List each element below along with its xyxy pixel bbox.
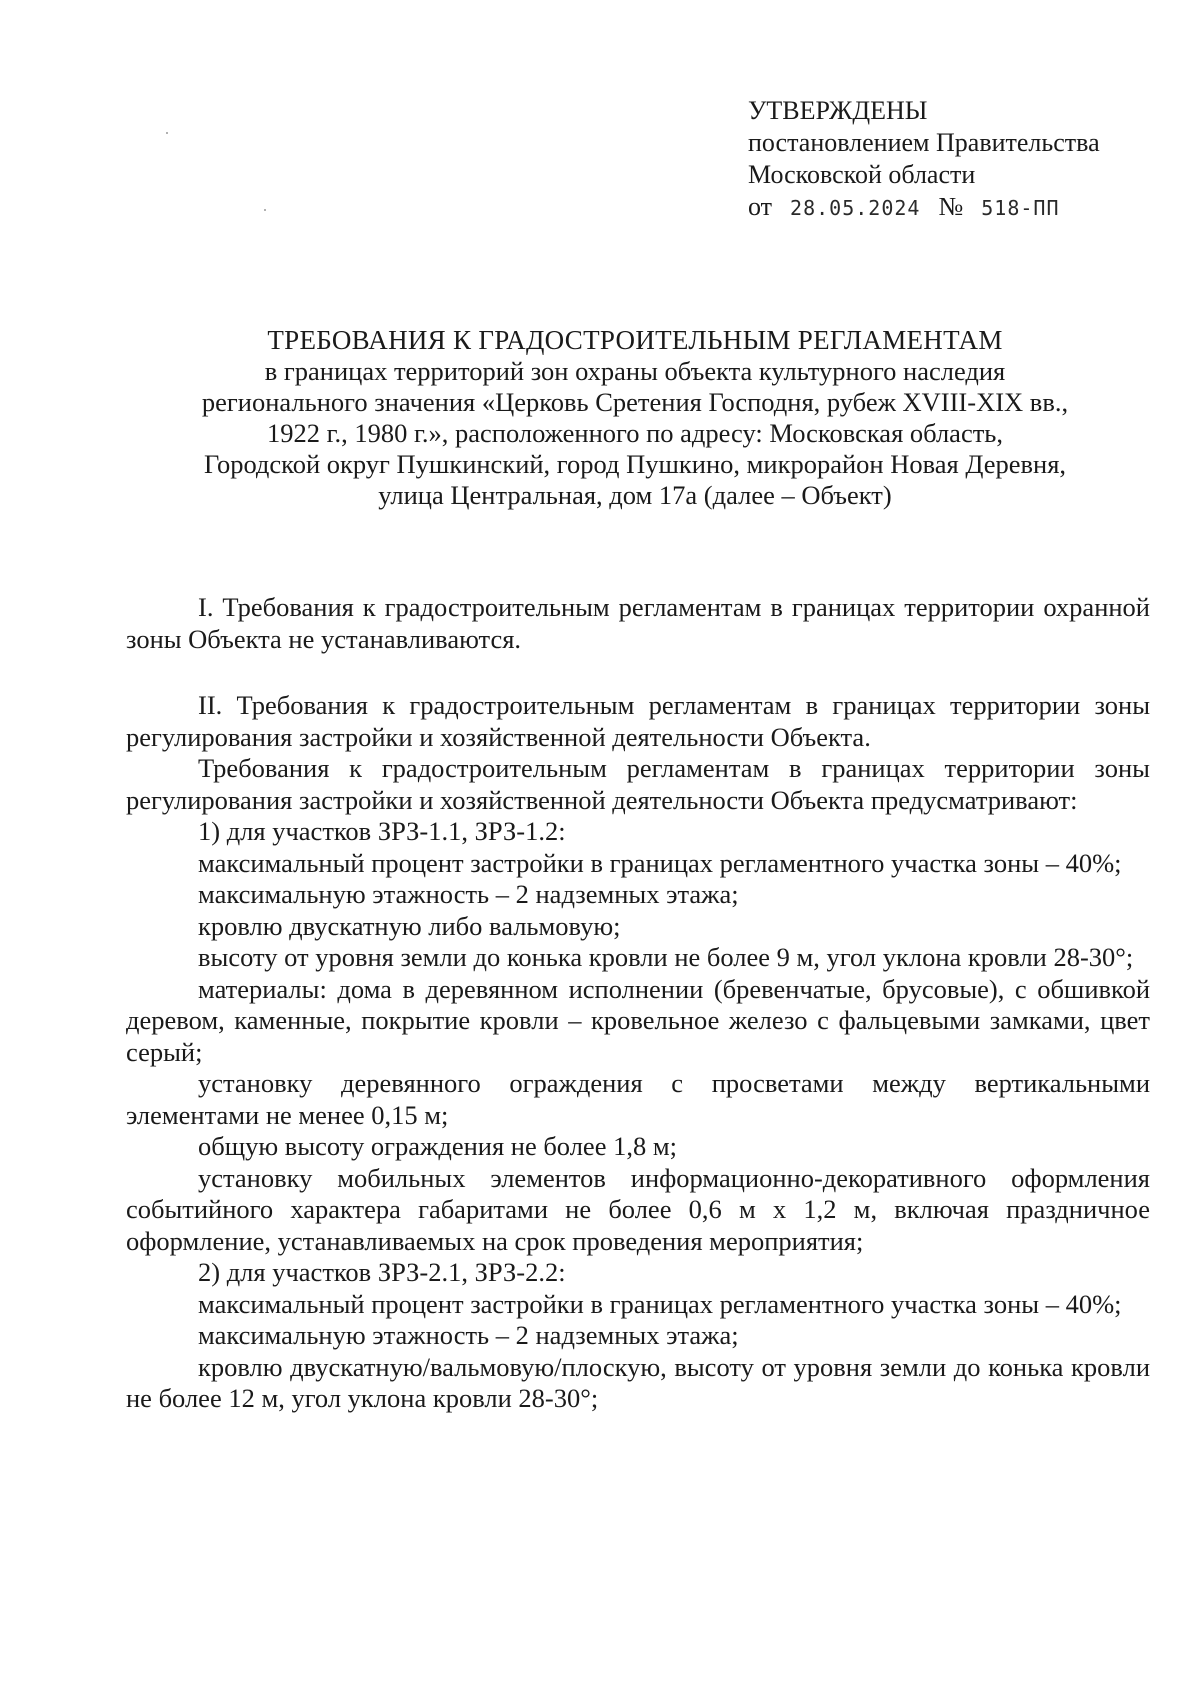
requirement-item: высоту от уровня земли до конька кровли не более 9 м, угол уклона кровли 28-30°;	[198, 942, 1134, 972]
requirement-item: кровлю двускатную либо вальмовую;	[198, 910, 621, 941]
approval-heading: УТВЕРЖДЕНЫ	[748, 96, 928, 125]
date-prefix: от	[748, 192, 773, 221]
requirement-item: максимальный процент застройки в границах регламентного участка зоны – 40%;	[198, 847, 1122, 878]
approval-number: 518-ПП	[981, 196, 1060, 220]
requirement-item: кровлю двускатную/вальмовую/плоскую, высоту от уровня земли до конька кровли не более 12 м, угол уклона кровли 28-30°;	[126, 1351, 1150, 1413]
approval-block	[748, 95, 1100, 224]
title-line: в границах территорий зон охраны объекта культурного наследия	[264, 356, 1006, 386]
title-line: улица Центральная, дом 17а (далее – Объект)	[378, 480, 892, 510]
section-1	[126, 592, 1150, 655]
section-2	[126, 690, 1150, 1415]
requirement-item: максимальную этажность – 2 надземных этажа;	[198, 1320, 739, 1350]
document-title: ТРЕБОВАНИЯ К ГРАДОСТРОИТЕЛЬНЫМ РЕГЛАМЕНТАМ	[267, 325, 1003, 355]
title-line: Городской округ Пушкинский, город Пушкино, микрорайон Новая Деревня,	[203, 449, 1067, 479]
scan-speck	[166, 132, 168, 134]
approval-line-1: постановлением Правительства	[748, 128, 1100, 157]
scan-speck	[264, 209, 266, 211]
section-2-paragraph: Требования к градостроительным регламентам в границах территории зоны регулирования застройки и хозяйственной деятельности Объекта предусматривают:	[126, 753, 1150, 815]
title-line: 1922 г., 1980 г.», расположенного по адресу: Московская область,	[266, 418, 1003, 448]
requirement-item: общую высоту ограждения не более 1,8 м;	[198, 1131, 677, 1161]
approval-date-line	[748, 191, 1100, 224]
list-item-heading: 2) для участков ЗРЗ-2.1, ЗРЗ-2.2:	[198, 1257, 566, 1287]
document-title-block	[120, 325, 1150, 511]
requirement-item: максимальную этажность – 2 надземных этажа;	[198, 879, 739, 909]
section-1-paragraph: I. Требования к градостроительным регламентам в границах территории охранной зоны Объекта не устанавливаются.	[126, 592, 1150, 654]
section-2-paragraph: II. Требования к градостроительным регламентам в границах территории зоны регулирования застройки и хозяйственной деятельности Объекта.	[126, 690, 1150, 752]
list-item-heading: 1) для участков ЗРЗ-1.1, ЗРЗ-1.2:	[198, 816, 566, 846]
approval-line-2: Московской области	[748, 160, 976, 189]
title-line: регионального значения «Церковь Сретения Господня, рубеж XVIII-XIX вв.,	[201, 387, 1069, 417]
requirement-item: материалы: дома в деревянном исполнении (бревенчатые, брусовые), с обшивкой деревом, каменные, покрытие кровли – кровельное железо с фальцевыми замками, цвет серый;	[126, 973, 1150, 1067]
requirement-item: установку деревянного ограждения с просветами между вертикальными элементами не менее 0,15 м;	[126, 1068, 1150, 1130]
approval-date: 28.05.2024	[790, 196, 921, 220]
number-sign: №	[938, 192, 964, 221]
requirement-item: максимальный процент застройки в границах регламентного участка зоны – 40%;	[198, 1288, 1122, 1319]
requirement-item: установку мобильных элементов информационно-декоративного оформления событийного характера габаритами не более 0,6 м х 1,2 м, включая праздничное оформление, устанавливаемых на срок проведения мероприятия;	[126, 1162, 1150, 1256]
